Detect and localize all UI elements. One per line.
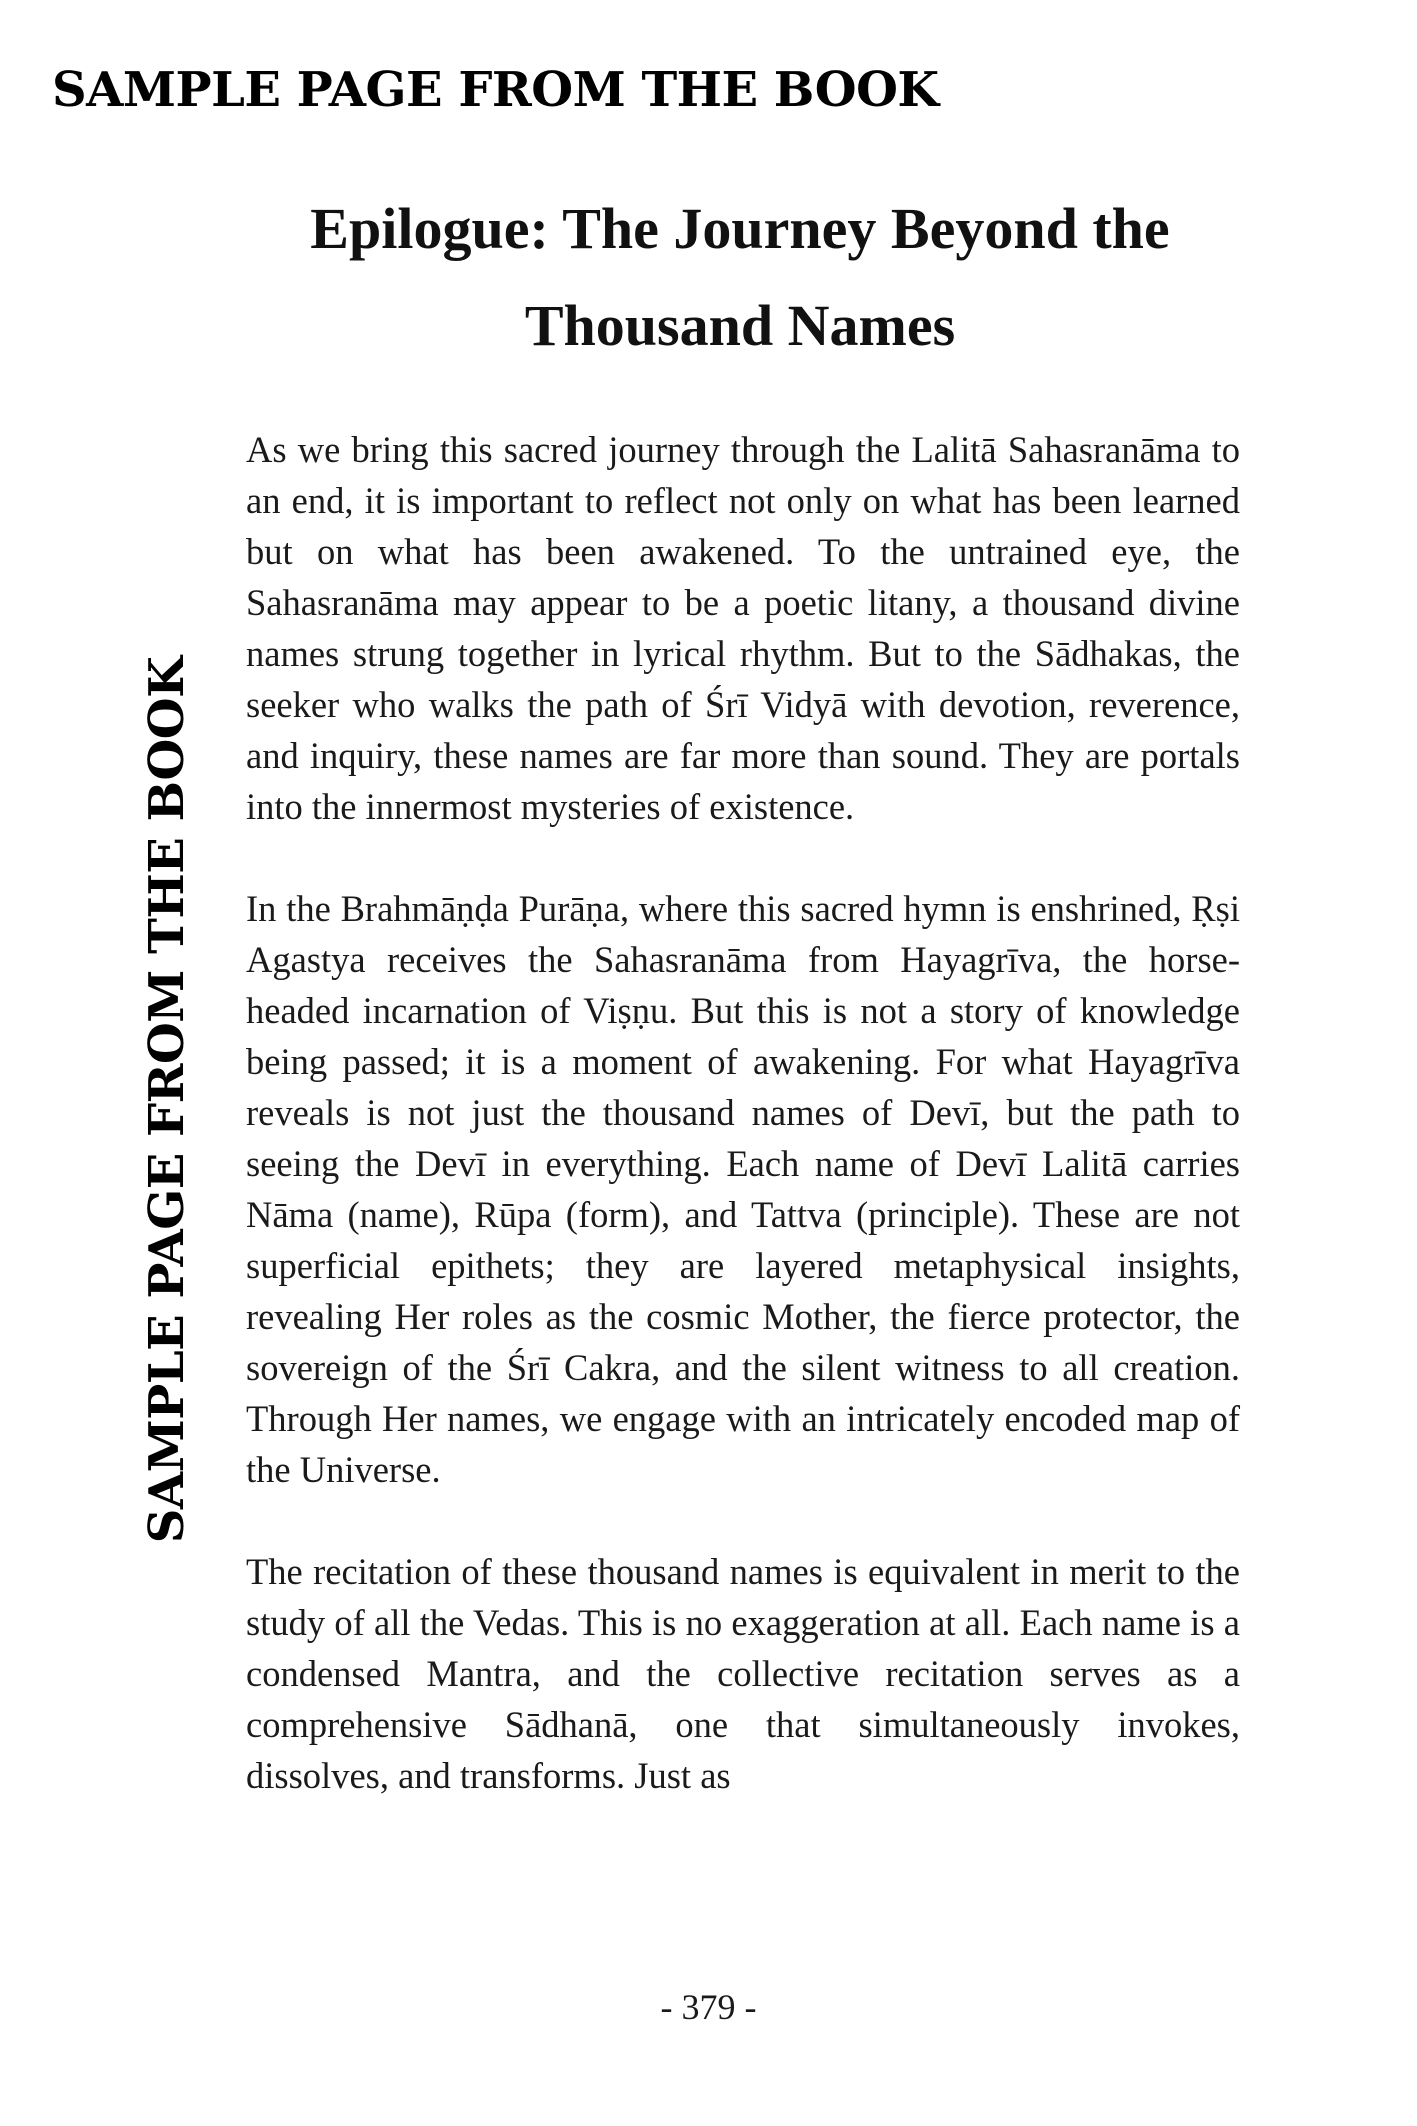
paragraph-2: In the Brahmāṇḍa Purāṇa, where this sacred hymn is enshrined, Ṛṣi Agastya receives the Sahasranāma from Hayagrīva, the horse-headed incarnation of Viṣṇu. But this is not a story of knowledge being passed; it is a moment of awakening. For what Hayagrīva reveals is not just the thousand names of Devī, but the path to seeing the Devī in everything. Each name of Devī Lalitā carries Nāma (name), Rūpa (form), and Tattva (principle). These are not superficial epithets; they are layered metaphysical insights, revealing Her roles as the cosmic Mother, the fierce protector, the sovereign of the Śrī Cakra, and the silent witness to all creation. Through Her names, we engage with an intricately encoded map of the Universe.: [246, 888, 1240, 1490]
sample-watermark-top: SAMPLE PAGE FROM THE BOOK: [52, 62, 939, 118]
paragraph-1: As we bring this sacred journey through the Lalitā Sahasranāma to an end, it is important to reflect not only on what has been learned but on what has been awakened. To the untrained eye, the Sahasranāma may appear to be a poetic litany, a thousand divine names strung together in lyrical rhythm. But to the Sādhakas, the seeker who walks the path of Śrī Vidyā with devotion, reverence, and inquiry, these names are far more than sound. They are portals into the innermost mysteries of existence.: [246, 429, 1240, 827]
paragraph-3: The recitation of these thousand names is equivalent in merit to the study of all the Vedas. This is no exaggeration at all. Each name is a condensed Mantra, and the collective recitation serves as a comprehensive Sādhanā, one that simultaneously invokes, dissolves, and transforms. Just as: [246, 1551, 1240, 1796]
chapter-title: Epilogue: The Journey Beyond the Thousand Names: [310, 196, 1170, 358]
sample-watermark-side: SAMPLE PAGE FROM THE BOOK: [139, 656, 195, 1544]
page-number: - 379 -: [660, 1987, 757, 2027]
chapter-body: [246, 424, 1240, 1852]
